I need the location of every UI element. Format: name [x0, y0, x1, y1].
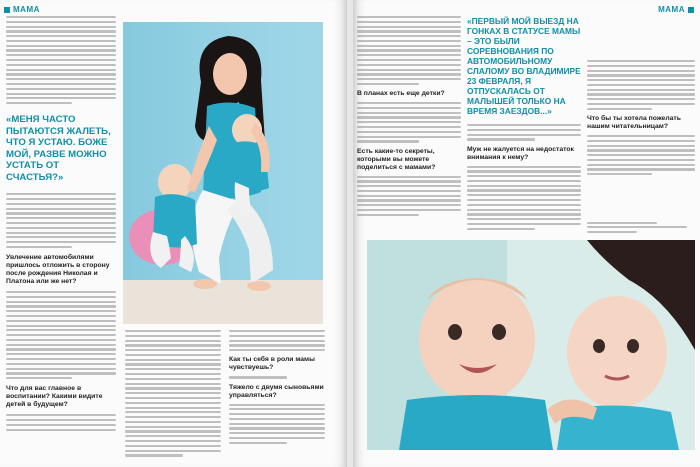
- photo-twins-closeup: [367, 240, 695, 450]
- right-column-1: [357, 16, 461, 216]
- section-tag-text: МАМА: [658, 5, 685, 14]
- photo-mother-with-twins: [123, 22, 323, 324]
- section-tag-text: МАМА: [13, 5, 40, 14]
- body-text-block: [587, 135, 695, 175]
- section-square-icon: [688, 7, 694, 13]
- question-heading: Тяжело с двумя сыновьями управляться?: [229, 383, 324, 399]
- photo-illustration: [123, 22, 323, 324]
- section-square-icon: [4, 7, 10, 13]
- left-column-2: [125, 330, 221, 457]
- question-heading: Что бы ты хотела пожелать нашим читательницам?: [587, 115, 681, 130]
- body-text-block: [587, 60, 695, 110]
- question-heading: Что для вас главное в воспитании? Какими видите детей в будущем?: [6, 385, 103, 409]
- question-heading: Муж не жалуется на недостаток внимания к нему?: [467, 145, 574, 161]
- photo-illustration: [367, 240, 695, 450]
- body-text-block: [229, 330, 325, 351]
- photo-credits: [587, 222, 687, 233]
- body-text-block: [357, 16, 461, 85]
- body-text-block: [229, 404, 325, 444]
- body-text-block: [125, 330, 221, 457]
- body-text-block: [467, 166, 581, 230]
- question-heading: Есть какие-то секреты, которыми вы можете поделиться с мамами?: [357, 147, 436, 171]
- section-tag-left: [4, 5, 40, 14]
- body-text-block: [6, 16, 116, 104]
- body-text-block: [357, 102, 461, 142]
- question-heading: Как ты себя в роли мамы чувствуешь?: [229, 356, 315, 372]
- body-text-block: [6, 291, 116, 379]
- question-heading: Увлечение автомобилями пришлось отложить в сторону после рождения Николая и Платона или же нет?: [6, 254, 110, 286]
- right-page: [353, 0, 700, 467]
- section-tag-right: [658, 5, 694, 14]
- body-text-block: [6, 414, 116, 431]
- body-text-block: [467, 124, 581, 141]
- body-text-block: [6, 193, 116, 248]
- pull-quote-right: «ПЕРВЫЙ МОЙ ВЫЕЗД НА ГОНКАХ В СТАТУСЕ МАМЫ – ЭТО БЫЛИ СОРЕВНОВАНИЯ ПО АВТОМОБИЛЬНОМУ СЛАЛОМУ ВО ВЛАДИМИРЕ 23 ФЕВРАЛЯ, Я ОТПУСКАЛАСЬ ОТ МАЛЫШЕЙ ТОЛЬКО НА ВРЕМЯ ЗАЕЗДОВ...»: [467, 16, 581, 116]
- right-column-3: [587, 60, 695, 175]
- left-page: [0, 0, 347, 467]
- question-heading: В планах есть еще детки?: [357, 90, 445, 98]
- body-text-block: [357, 176, 461, 216]
- body-text-block: [229, 376, 325, 378]
- left-column-1: [6, 16, 116, 431]
- pull-quote-left: «МЕНЯ ЧАСТО ПЫТАЮТСЯ ЖАЛЕТЬ, ЧТО Я УСТАЮ. БОЖЕ МОЙ, РАЗВЕ МОЖНО УСТАТЬ ОТ СЧАСТЬЯ?»: [6, 114, 111, 183]
- left-column-3: [229, 330, 325, 444]
- credits-text-block: [587, 222, 687, 233]
- right-column-2: [467, 16, 581, 230]
